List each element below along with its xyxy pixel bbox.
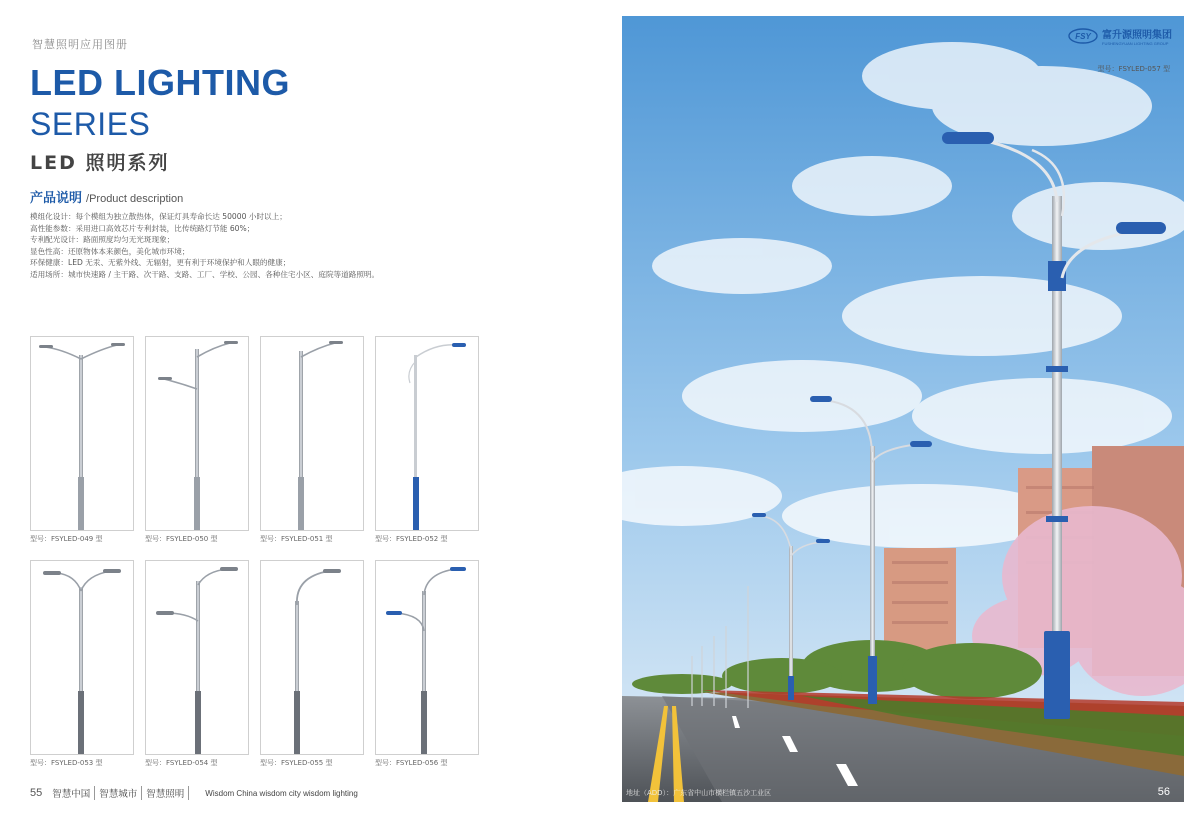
street-lamp-icon [376,561,479,755]
page-number: 55 [30,787,43,799]
product-card [30,336,134,544]
svg-text:FSY: FSY [1075,32,1091,41]
page-number: 56 [1157,786,1170,798]
page-title: LED LIGHTING [30,62,290,103]
hero-model-label: 型号：FSYLED-057 型 [1097,65,1170,73]
section-heading-en: /Product description [86,193,184,205]
description-line: 适用场所：城市快速路 / 主干路、次干路、支路、工厂、学校、公园、各种住宅小区、庭院等道路照明。 [30,269,380,279]
street-lamp-icon [146,561,249,755]
page-title-chinese: LED 照明系列 [30,152,170,174]
product-model-label: 型号：FSYLED-056 型 [375,759,448,767]
product-description [30,211,570,281]
product-model-label: 型号：FSYLED-051 型 [260,535,333,543]
street-lamp-icon [31,337,134,531]
company-address: 地址（ADD）：广东省中山市横栏镇五沙工业区 [626,789,772,797]
street-lamp-icon [261,561,364,755]
product-card [260,560,364,768]
street-lamp-icon [31,561,134,755]
footer-english-slogan: Wisdom China wisdom city wisdom lighting [205,788,358,798]
product-model-label: 型号：FSYLED-052 型 [375,535,448,543]
description-line: 高性能参数：采用进口高效芯片专利封装，比传统路灯节能 60%； [30,223,255,233]
product-image-frame [260,560,364,755]
footer-tag: 智慧中国 [48,786,95,800]
product-model-label: 型号：FSYLED-053 型 [30,759,103,767]
street-lamp-icon [376,337,479,531]
brand-name-en: FUSHENGYUAN LIGHTING GROUP [1102,41,1169,46]
product-card [30,560,134,768]
product-image-frame [375,560,479,755]
footer-tag: 智慧城市 [95,786,142,800]
street-scene-illustration [622,16,1184,802]
product-card [375,336,479,544]
product-card [145,336,249,544]
description-line: 专利配光设计：路面照度均匀无光斑现象； [30,235,175,245]
brand-logo-icon [1068,27,1098,45]
section-heading-cn: 产品说明 [30,191,83,206]
product-card [375,560,479,768]
product-image-frame [375,336,479,531]
brand-logo-block [1068,26,1172,46]
product-image-frame [30,560,134,755]
description-line: 显色性高：还原物体本来颜色，美化城市环境； [30,246,190,256]
product-model-label: 型号：FSYLED-054 型 [145,759,218,767]
product-image-frame [260,336,364,531]
brand-name-cn: 富升源照明集团 [1102,30,1172,41]
catalog-label: 智慧照明应用图册 [32,38,128,51]
product-model-label: 型号：FSYLED-049 型 [30,535,103,543]
product-model-label: 型号：FSYLED-055 型 [260,759,333,767]
section-heading [30,187,183,206]
page-footer [30,786,358,800]
page-subtitle: SERIES [30,106,151,142]
product-image-frame [145,336,249,531]
product-card [145,560,249,768]
product-card [260,336,364,544]
description-line: 环保健康：LED 无汞、无紫外线、无辐射，更有利于环境保护和人眼的健康； [30,258,291,268]
product-image-frame [30,336,134,531]
product-image-frame [145,560,249,755]
hero-photo [622,16,1184,802]
description-line: 模组化设计：每个模组为独立散热体，保证灯具寿命长达 50000 小时以上； [30,212,287,221]
street-lamp-icon [146,337,249,531]
product-model-label: 型号：FSYLED-050 型 [145,535,218,543]
footer-tag: 智慧照明 [142,786,189,800]
street-lamp-icon [261,337,364,531]
